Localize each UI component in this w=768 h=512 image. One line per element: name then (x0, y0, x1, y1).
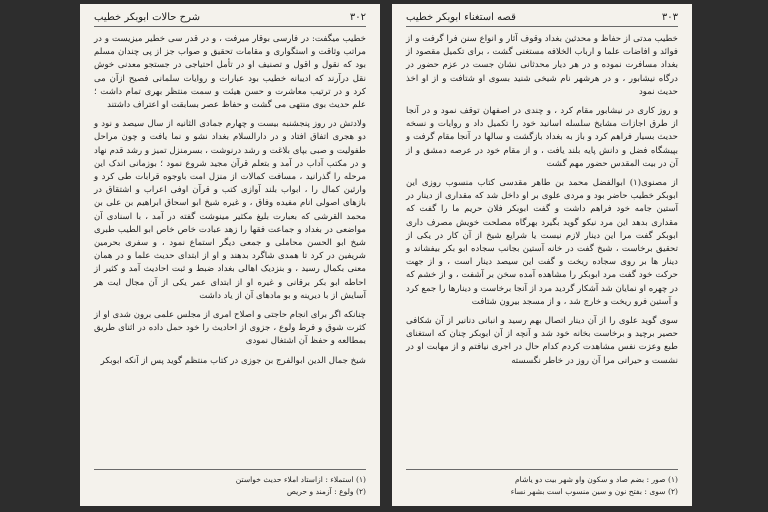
right-page-header (406, 12, 678, 27)
left-paragraph-3: چنانکه اگر برای انجام حاجتی و اصلاح امری از مجلس علمی برون شدی او از کثرت شوق و فرط ولوع ، جزوی از احادیث را خود حمل داده در اثنای طریق بمطالعه و حفظ آن اشتغال نمودی (94, 310, 366, 347)
left-paragraph-2: ولادتش در روز پنجشنبه بیست و چهارم جمادی الثانیه از سال سیصد و نود و دو هجری اتفاق افتاد و در دارالسلام بغداد نشو و نما یافت و چون مراحل طفولیت و صبی بپای بلاغت و رشد درنوشت ، بسرمنزل تمیز و رشد قدم نهاد و در مکتب آداب در آمد و بتعلم قرآن مجید شروع نمود ؛ بوزمانی اندک این مرحله را گذرانید ، مسافت کمالات از منزل امت باوجوه قرابات طی کرد و وارثین کمال را ، ابواب بلند آوازی کتب و قرآن اوفی اعراب و اشتقاق در بازهای اصولی انام مفیده وفاق ، و غیره شیخ ابو اسحاق ابراهیم بن علی بن محمد القرشی که بعبارت بلیغ مکثیر مینوشت گفته در آمد ، با اسنادی آن مواضعی در بغداد و جماعت فقها را زهد عبادت خاص خاص ابو الطیب طبری شیخ ابو الحسن محاملی و جمعی دیگر استماع نمود ، و سفری بحرمین شریفین در کرد تا همدی شاگرد بدهند و او از ابتدای حدیث علما و در همان معنی بکمال رسید ، و بنزدیک اهالی بغداد ضبط و ثبت احادیث آمد و کثیر از احاطه ابو بکر برقانی و غیره او از ابتدای عمر یکی از آن مجال ایت هر آسایش از با دیرینه و بو مادهای آن از یاد داشت (94, 119, 366, 301)
left-page-body (94, 33, 366, 368)
left-footnotes (94, 469, 366, 498)
left-footnote-2: (۲) ولوع : آزمند و حریص (286, 487, 366, 496)
right-page-number: ۳۰۳ (661, 12, 678, 23)
right-page-header-title: قصه استغناء ابوبکر خطیب (406, 12, 516, 23)
right-page-body (406, 33, 678, 368)
left-page-header-title: شرح حالات ابوبکر خطیب (94, 12, 201, 23)
left-page-number: ۳۰۲ (349, 12, 366, 23)
left-paragraph-4: شیخ جمال الدین ابوالفرج بن جوزی در کتاب منتظم گوید پس از آنکه ابوبکر (100, 355, 366, 366)
right-paragraph-4: سوی گوید علوی را از آن دینار اتصال بهم رسید و انبانی دنانیر از آن شکافی حصیر برچید و برخاست بخانه خود شد و آنچه از آن ابوبکر چنان که استغنای طبع وعزت نفس مشاهدت کردم کدام حال در اجری نیافتم و از مهابت او در نشست و حیرانی مرا آن روز در خاطر نگسسته (406, 316, 678, 366)
right-paragraph-2: و روز کاری در نیشابور مقام کرد ، و چندی در اصفهان توقف نمود و در آنجا از طرق اجازات مشایخ سلسله اسانید خود را تکمیل داد و روایات و نسخه حدیث بسیار فراهم کرد و باز به بغداد بازگشت و سالها در آنجا مقام گرفت و بپیشگاه فضل و دانش پایه بلند یافت ، و از مقام خود در عرصه دمشق و از آن در بیت المقدس حضور مهم گشت (406, 106, 678, 169)
right-paragraph-1: خطیب مدتی از حفاظ و محدثین بغداد وقوف آثار و انواع سنن فرا گرفت و از فوائد و افاضات علما و ارباب الخلافه مستغنی گشت ، برای تکمیل مقصود از بغداد مسافرت نموده و در هر دیار محدثانی نشان جست در عزم حضور در درگاه نیشابور ، و در هرشهر نام شیخی شنید بسوی او شتافت و از او اخذ حدیث نمود (406, 34, 678, 97)
right-footnotes (406, 469, 678, 498)
left-page (80, 4, 380, 506)
right-page (392, 4, 692, 506)
right-paragraph-3: از مصنوی(۱) ابوالفضل محمد بن طاهر مقدسی کتاب منسوب روزی این ابوبکر خطیب حاضر بود و مردی علوی بر او داخل شد که مقداری از دینار در آستین جامه خود فراهم داشت و گفت ابوبکر فلان حریم ما را گفت که مقداری بدهد این مرد نیکو گوید بگیرد بهرگاه مصلحت خویش مصرف داری ابوبکر گفت مرا این دینار لازم نیست یا شرایع شیخ از آن کار در یکی از تحقیق برخاست ، شیخ گفت در خانه آستین بجانب سجاده ابو بکر بیفشاند و دینار ها بر روی سجاده ریخت و گفت این سیصد دینار است ، و از جهت حرکت خود گفت مرد ابوبکر را مشاهده آمده سخن بر آشفت ، و از خشم که در چهره او نمایان شد آشکار گردید مرد از آنجا برخاست و دینارها را جمع کرد و آستین فرو ریخت و خارج شد ، و از مسجد بیرون شتافت (406, 178, 679, 307)
right-footnote-1: (۱) صور : بضم صاد و سکون واو شهر بیت دو یاشام (514, 475, 678, 484)
left-footnote-1: (۱) استملاء : ازاستاد املاء حدیث خواستن (235, 475, 366, 484)
right-footnote-2: (۲) سوی : بفتح نون و سین منسوب است بشهر نساء (510, 487, 678, 496)
left-paragraph-1: خطیب میگفت: در فارسی بوقار میرفت ، و در قدر سی خطیر میزیست و در مراتب وثاقت و استگواری و مقامات تحقیق و صواب جز از پی چندان مسلم بود که نقول و اقول و تصنیف او در تأمل احتیاجی در جستجو معدنی خوش نقل درآرند که ادیبانه خطیب بود عبارات و روایات سلمانی فصیح ازآن می کرد و در ترتیب معاشرت و حسن هیئت و سمت منتظر بهری تمام داشت ؛ علم حدیث بوی منتهی می گشت و حفاظ عصر بسابقت او اعتراف داشتند (94, 34, 366, 111)
left-page-header (94, 12, 366, 27)
